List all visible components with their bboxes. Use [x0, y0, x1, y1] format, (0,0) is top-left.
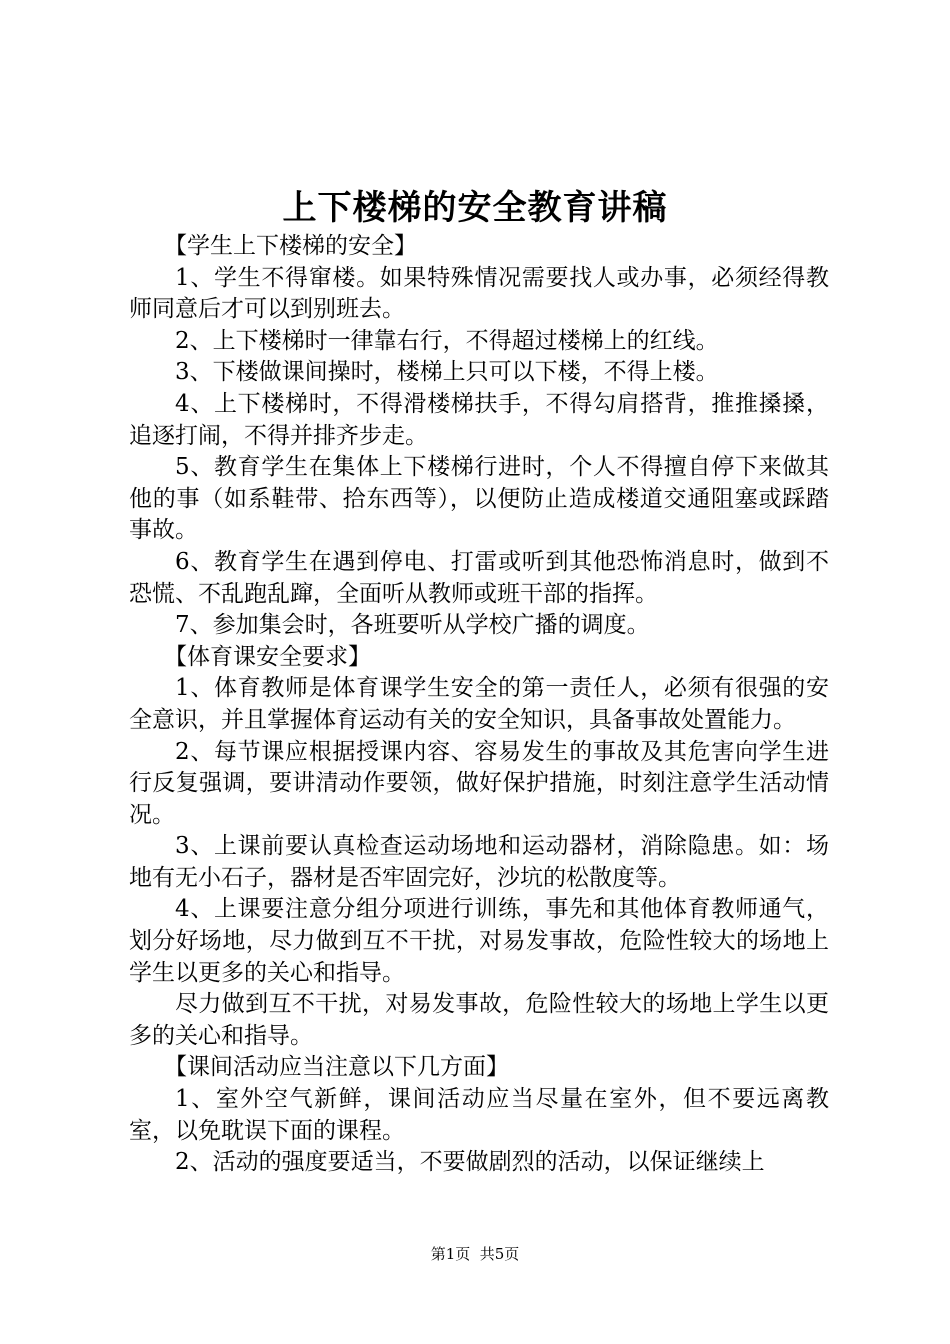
- paragraph: 5、教育学生在集体上下楼梯行进时，个人不得擅自停下来做其他的事（如系鞋带、拾东西等），以便防止造成楼道交通阻塞或踩踏事故。: [129, 454, 829, 544]
- paragraph: 尽力做到互不干扰，对易发事故，危险性较大的场地上学生以更多的关心和指导。: [129, 991, 829, 1049]
- paragraph: 1、体育教师是体育课学生安全的第一责任人，必须有很强的安全意识，并且掌握体育运动有关的安全知识，具备事故处置能力。: [129, 675, 829, 733]
- paragraph: 3、上课前要认真检查运动场地和运动器材，消除隐患。如：场地有无小石子，器材是否牢固完好，沙坑的松散度等。: [129, 833, 829, 891]
- section-heading: 【学生上下楼梯的安全】: [164, 233, 417, 259]
- paragraph: 6、教育学生在遇到停电、打雷或听到其他恐怖消息时，做到不恐慌、不乱跑乱蹿，全面听从教师或班干部的指挥。: [129, 548, 829, 607]
- page-footer: [0, 1243, 950, 1265]
- paragraph: 1、学生不得窜楼。如果特殊情况需要找人或办事，必须经得教师同意后才可以到别班去。: [129, 264, 829, 323]
- paragraph: 1、室外空气新鲜，课间活动应当尽量在室外，但不要远离教室，以免耽误下面的课程。: [129, 1086, 829, 1144]
- paragraph: 4、上下楼梯时，不得滑楼梯扶手，不得勾肩搭背，推推搡搡，追逐打闹，不得并排齐步走。: [129, 390, 829, 449]
- paragraph: 3、下楼做课间操时，楼梯上只可以下楼，不得上楼。: [175, 359, 719, 386]
- document-body: [129, 231, 829, 1179]
- document-title: 上下楼梯的安全教育讲稿: [282, 188, 668, 228]
- section-heading: 【课间活动应当注意以下几方面】: [164, 1054, 509, 1081]
- paragraph: 2、上下楼梯时一律靠右行，不得超过楼梯上的红线。: [175, 327, 719, 354]
- paragraph: 7、参加集会时，各班要听从学校广播的调度。: [175, 612, 650, 639]
- paragraph: 2、活动的强度要适当，不要做剧烈的活动，以保证继续上: [175, 1149, 765, 1176]
- paragraph: 2、每节课应根据授课内容、容易发生的事故及其危害向学生进行反复强调，要讲清动作要领，做好保护措施，时刻注意学生活动情况。: [129, 738, 829, 828]
- paragraph: 4、上课要注意分组分项进行训练，事先和其他体育教师通气，划分好场地，尽力做到互不干扰，对易发事故，危险性较大的场地上学生以更多的关心和指导。: [129, 896, 829, 986]
- page-number: 第1页 共5页: [430, 1245, 520, 1263]
- section-heading: 【体育课安全要求】: [164, 643, 371, 670]
